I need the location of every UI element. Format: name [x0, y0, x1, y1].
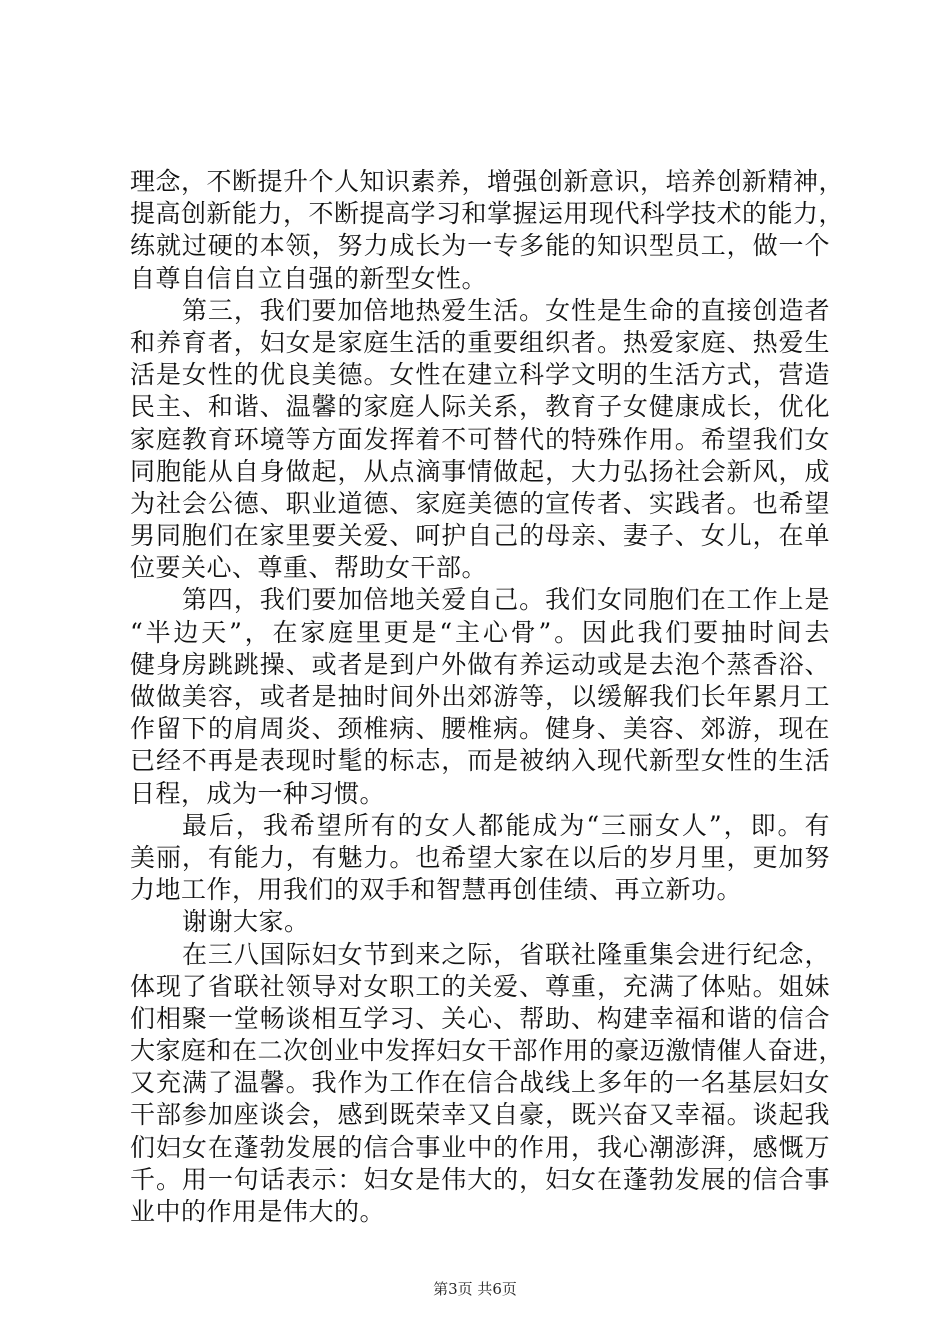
text-line: 位要关心、尊重、帮助女干部。 [130, 553, 488, 583]
text-line: 们相聚一堂畅谈相互学习、关心、帮助、构建幸福和谐的信合 [130, 1003, 830, 1033]
text-line: 为社会公德、职业道德、家庭美德的宣传者、实践者。也希望 [130, 488, 830, 518]
text-line: 男同胞们在家里要关爱、呵护自己的母亲、妻子、女儿，在单 [130, 521, 830, 551]
text-line: 做做美容，或者是抽时间外出郊游等，以缓解我们长年累月工 [130, 682, 830, 711]
text-line: 在三八国际妇女节到来之际，省联社隆重集会进行纪念， [182, 939, 830, 969]
text-line: 体现了省联社领导对女职工的关爱、尊重，充满了体贴。姐妹 [130, 971, 830, 1001]
text-line: 力地工作，用我们的双手和智慧再创佳绩、再立新功。 [130, 875, 743, 905]
text-line: 活是女性的优良美德。女性在建立科学文明的生活方式，营造 [130, 360, 830, 390]
text-line: 民主、和谐、温馨的家庭人际关系，教育子女健康成长，优化 [130, 392, 830, 422]
text-line: 又充满了温馨。我作为工作在信合战线上多年的一名基层妇女 [130, 1068, 830, 1098]
text-line: 和养育者，妇女是家庭生活的重要组织者。热爱家庭、热爱生 [130, 327, 830, 357]
text-line: 理念，不断提升个人知识素养，增强创新意识，培养创新精神， [130, 167, 845, 196]
text-line: 自尊自信自立自强的新型女性。 [130, 263, 488, 293]
text-line: 干部参加座谈会，感到既荣幸又自豪，既兴奋又幸福。谈起我 [130, 1100, 830, 1130]
text-line: 美丽，有能力，有魅力。也希望大家在以后的岁月里，更加努 [130, 842, 830, 872]
text-line: 大家庭和在二次创业中发挥妇女干部作用的豪迈激情催人奋进， [130, 1036, 845, 1066]
text-line: 练就过硬的本领，努力成长为一专多能的知识型员工，做一个 [130, 231, 830, 261]
text-line: 家庭教育环境等方面发挥着不可替代的特殊作用。希望我们女 [130, 424, 830, 454]
text-line: 最后，我希望所有的女人都能成为“三丽女人”，即。有 [182, 810, 830, 840]
text-line: 谢谢大家。 [182, 907, 310, 937]
text-line: 健身房跳跳操、或者是到户外做有养运动或是去泡个蒸香浴、 [130, 649, 830, 679]
text-line: 日程，成为一种习惯。 [130, 778, 386, 808]
text-line: 已经不再是表现时髦的标志，而是被纳入现代新型女性的生活 [130, 746, 830, 776]
page-footer: 第3页 共6页 [433, 1280, 517, 1298]
text-line: 千。用一句话表示：妇女是伟大的，妇女在蓬勃发展的信合事 [130, 1164, 830, 1194]
text-line: “半边天”，在家庭里更是“主心骨”。因此我们要抽时间去 [130, 617, 830, 647]
text-line: 同胞能从自身做起，从点滴事情做起，大力弘扬社会新风，成 [130, 456, 830, 486]
text-line: 作留下的肩周炎、颈椎病、腰椎病。健身、美容、郊游，现在 [130, 714, 830, 744]
text-line: 第三，我们要加倍地热爱生活。女性是生命的直接创造者 [182, 295, 830, 325]
body-text [130, 166, 845, 1228]
text-line: 第四，我们要加倍地关爱自己。我们女同胞们在工作上是 [182, 585, 830, 615]
text-line: 提高创新能力，不断提高学习和掌握运用现代科学技术的能力， [130, 199, 845, 229]
text-line: 们妇女在蓬勃发展的信合事业中的作用，我心潮澎湃，感慨万 [130, 1132, 830, 1162]
text-line: 业中的作用是伟大的。 [130, 1197, 386, 1226]
